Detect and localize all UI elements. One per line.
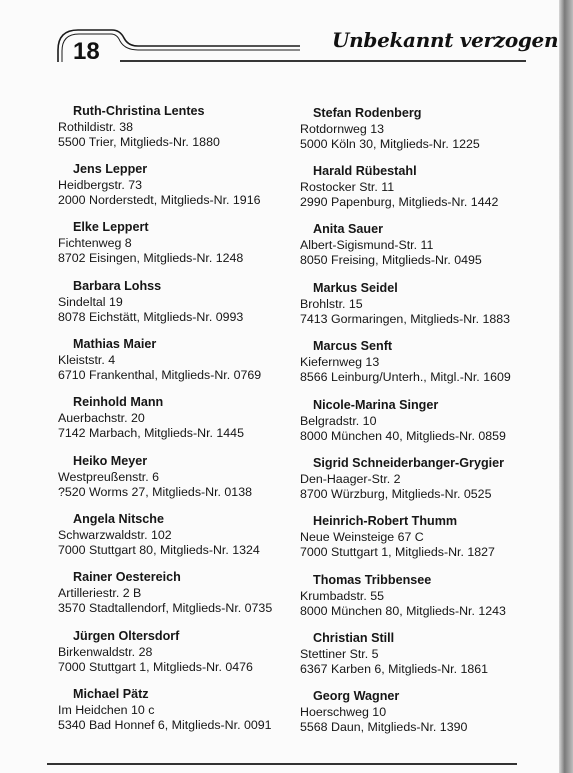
member-entry [58,629,298,676]
member-city-number: 3570 Stadtallendorf, Mitglieds-Nr. 0735 [58,601,273,616]
member-street: Kiefernweg 13 [300,354,380,369]
member-city-number: 8700 Würzburg, Mitglieds-Nr. 0525 [300,487,492,502]
member-street: Stettiner Str. 5 [300,646,379,661]
member-name: Marcus Senft [313,339,393,353]
member-street: Den-Haager-Str. 2 [300,471,401,486]
member-name: Nicole-Marina Singer [313,398,439,412]
member-city-number: 7413 Gormaringen, Mitglieds-Nr. 1883 [300,312,511,327]
member-city-number: 5340 Bad Honnef 6, Mitglieds-Nr. 0091 [58,718,272,733]
member-entry [300,164,540,211]
member-entry [58,337,298,384]
member-street: Rothildistr. 38 [58,119,134,134]
member-entry [58,687,298,734]
member-name: Markus Seidel [313,281,398,295]
member-city-number: 5000 Köln 30, Mitglieds-Nr. 1225 [300,137,480,152]
member-street: Krumbadstr. 55 [300,588,385,603]
member-name: Elke Leppert [73,220,149,234]
member-city-number: ?520 Worms 27, Mitglieds-Nr. 0138 [58,485,252,500]
member-street: Birkenwaldstr. 28 [58,644,153,659]
member-entry [300,514,540,561]
member-entry [58,512,298,559]
member-city-number: 6367 Karben 6, Mitglieds-Nr. 1861 [300,662,489,677]
member-name: Stefan Rodenberg [313,106,422,120]
member-name: Michael Pätz [73,687,149,701]
member-city-number: 7000 Stuttgart 1, Mitglieds-Nr. 1827 [300,545,495,560]
footer-rule [47,763,517,765]
member-name: Jens Lepper [73,162,148,176]
member-street: Heidbergstr. 73 [58,177,143,192]
member-name: Ruth-Christina Lentes [73,104,205,118]
member-city-number: 7000 Stuttgart 1, Mitglieds-Nr. 0476 [58,660,253,675]
member-street: Im Heidchen 10 c [58,702,155,717]
member-city-number: 5500 Trier, Mitglieds-Nr. 1880 [58,135,220,150]
member-street: Albert-Sigismund-Str. 11 [300,237,434,252]
member-name: Anita Sauer [313,222,383,236]
member-street: Artilleriestr. 2 B [58,585,142,600]
member-street: Sindeltal 19 [58,294,123,309]
member-entry [58,220,298,267]
member-city-number: 5568 Daun, Mitglieds-Nr. 1390 [300,720,468,735]
member-city-number: 8702 Eisingen, Mitglieds-Nr. 1248 [58,251,244,266]
member-entry [300,631,540,678]
member-name: Heinrich-Robert Thumm [313,514,458,528]
member-entry [300,106,540,153]
member-street: Belgradstr. 10 [300,413,377,428]
member-street: Schwarzwaldstr. 102 [58,527,172,542]
page-edge-shadow [559,0,573,773]
member-street: Rostocker Str. 11 [300,179,395,194]
member-city-number: 7000 Stuttgart 80, Mitglieds-Nr. 1324 [58,543,260,558]
member-name: Christian Still [313,631,395,645]
member-name: Harald Rübestahl [313,164,417,178]
member-city-number: 8566 Leinburg/Unterh., Mitgl.-Nr. 1609 [300,370,511,385]
member-entry [300,222,540,269]
member-name: Barbara Lohss [73,279,162,293]
member-name: Angela Nitsche [73,512,164,526]
member-name: Heiko Meyer [73,454,148,468]
member-street: Kleiststr. 4 [58,352,116,367]
member-entry [300,456,540,503]
member-name: Jürgen Oltersdorf [73,629,180,643]
member-entry [300,689,540,736]
member-city-number: 2000 Norderstedt, Mitglieds-Nr. 1916 [58,193,261,208]
member-city-number: 8050 Freising, Mitglieds-Nr. 0495 [300,253,482,268]
member-entry [300,281,540,328]
member-city-number: 8000 München 40, Mitglieds-Nr. 0859 [300,429,506,444]
member-street: Fichtenweg 8 [58,235,132,250]
member-entry [58,454,298,501]
member-street: Westpreußenstr. 6 [58,469,160,484]
member-street: Auerbachstr. 20 [58,410,145,425]
page-title: Unbekannt verzogen [332,28,559,52]
member-city-number: 8000 München 80, Mitglieds-Nr. 1243 [300,604,506,619]
page-number: 18 [73,38,100,65]
member-entry [58,104,298,151]
member-name: Mathias Maier [73,337,157,351]
member-city-number: 7142 Marbach, Mitglieds-Nr. 1445 [58,426,244,441]
member-city-number: 6710 Frankenthal, Mitglieds-Nr. 0769 [58,368,262,383]
member-name: Thomas Tribbensee [313,573,432,587]
member-name: Reinhold Mann [73,395,164,409]
member-name: Rainer Oestereich [73,570,181,584]
member-street: Neue Weinsteige 67 C [300,529,424,544]
member-city-number: 2990 Papenburg, Mitglieds-Nr. 1442 [300,195,499,210]
member-city-number: 8078 Eichstätt, Mitglieds-Nr. 0993 [58,310,244,325]
member-entry [58,570,298,617]
member-entry [300,339,540,386]
member-entry [300,398,540,445]
member-name: Sigrid Schneiderbanger-Grygier [313,456,505,470]
member-entry [58,395,298,442]
member-street: Rotdornweg 13 [300,121,385,136]
member-entry [58,279,298,326]
member-street: Brohlstr. 15 [300,296,363,311]
member-name: Georg Wagner [313,689,400,703]
member-entry [300,573,540,620]
member-street: Hoerschweg 10 [300,704,387,719]
member-entry [58,162,298,209]
